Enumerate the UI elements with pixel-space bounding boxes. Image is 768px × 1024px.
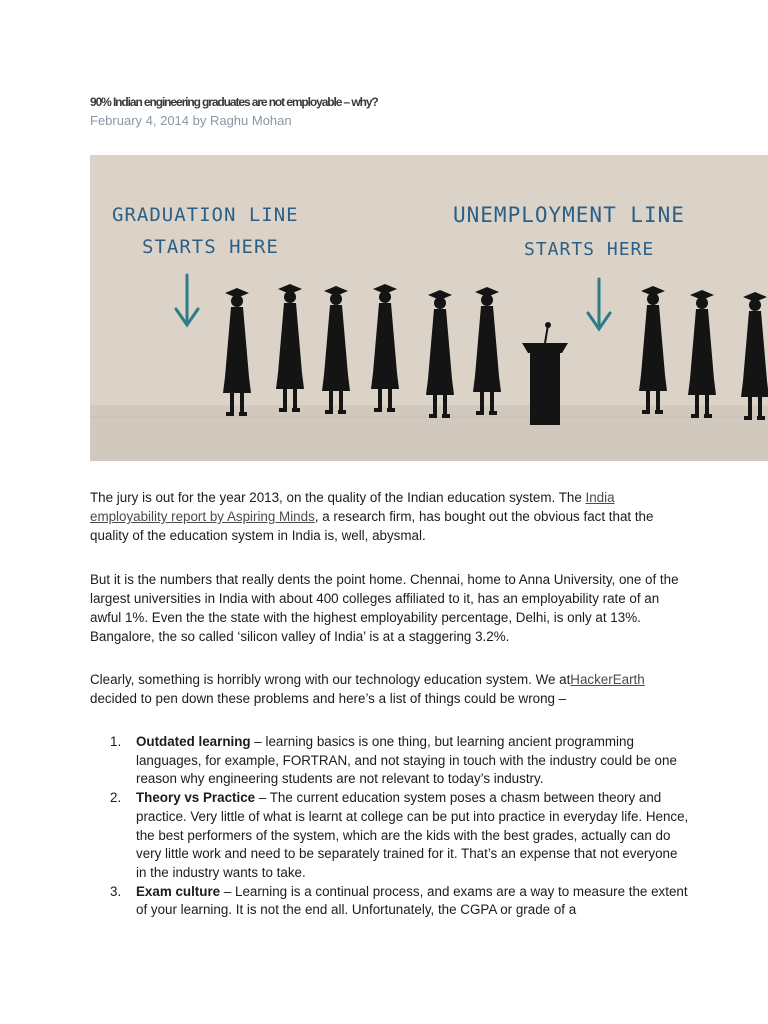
list-number: 3. — [110, 883, 122, 899]
list-term: Outdated learning — [136, 734, 251, 749]
list-text: – Learning is a continual process, and exams are a way to measure the extent of your learning. It is not the end all. Unfortunately, the CGPA or grade of a — [136, 883, 688, 918]
paragraph-text: decided to pen down these problems and here’s a list of things could be wrong – — [90, 691, 567, 706]
employability-report-link[interactable]: India employability report by Aspiring Minds — [90, 490, 615, 524]
list-item — [90, 789, 690, 883]
hero-left-caption-line1: GRADUATION LINE — [112, 204, 299, 226]
page-title: 90% Indian engineering graduates are not employable – why? — [90, 95, 378, 109]
list-term: Theory vs Practice — [136, 790, 256, 806]
paragraph-1 — [90, 488, 688, 545]
problems-list — [90, 733, 690, 920]
list-term: Exam culture — [136, 883, 221, 899]
list-text: – The current education system poses a chasm between theory and practice. Very little of what is learnt at college can be put into practice in everyday life. Hence, the best performers of the system, which are the kids with the best grades, actually can do very little work and need to be separately trained for it. That’s an expense that not everyone in the industry wants to take. — [136, 790, 689, 880]
paragraph-text: The jury is out for the year 2013, on the quality of the Indian education system. The — [90, 490, 586, 505]
list-item — [90, 733, 690, 789]
hero-illustration — [90, 155, 768, 461]
paragraph-2: But it is the numbers that really dents the point home. Chennai, home to Anna University, one of the largest universities in India with about 400 colleges affiliated to it, has an employability rate of an awful 1%. Even the the state with the highest employability percentage, Delhi, is only at 13%. Bangalore, the so called ‘silicon valley of India’ is at a staggering 3.2%. — [90, 572, 679, 644]
paragraph-text: Clearly, something is horribly wrong with our technology education system. We at — [90, 672, 571, 687]
article-byline: February 4, 2014 by Raghu Mohan — [90, 113, 292, 128]
paragraph-text: , a research firm, has bought out the obvious fact that the quality of the education system in India is, well, abysmal. — [90, 509, 654, 543]
list-text: – learning basics is one thing, but learning ancient programming languages, for example, FORTRAN, and not staying in touch with the industry could be one reason why engineering students are not relevant to today’s industry. — [136, 734, 677, 787]
hero-left-caption-line2: STARTS HERE — [142, 236, 279, 258]
list-number: 1. — [110, 734, 122, 749]
hero-right-caption-line1: UNEMPLOYMENT LINE — [453, 203, 685, 227]
paragraph-3 — [90, 670, 688, 708]
hero-right-caption-line2: STARTS HERE — [524, 239, 655, 260]
list-item — [90, 883, 690, 920]
list-number: 2. — [110, 790, 122, 806]
hackerearth-link[interactable]: HackerEarth — [570, 672, 645, 687]
